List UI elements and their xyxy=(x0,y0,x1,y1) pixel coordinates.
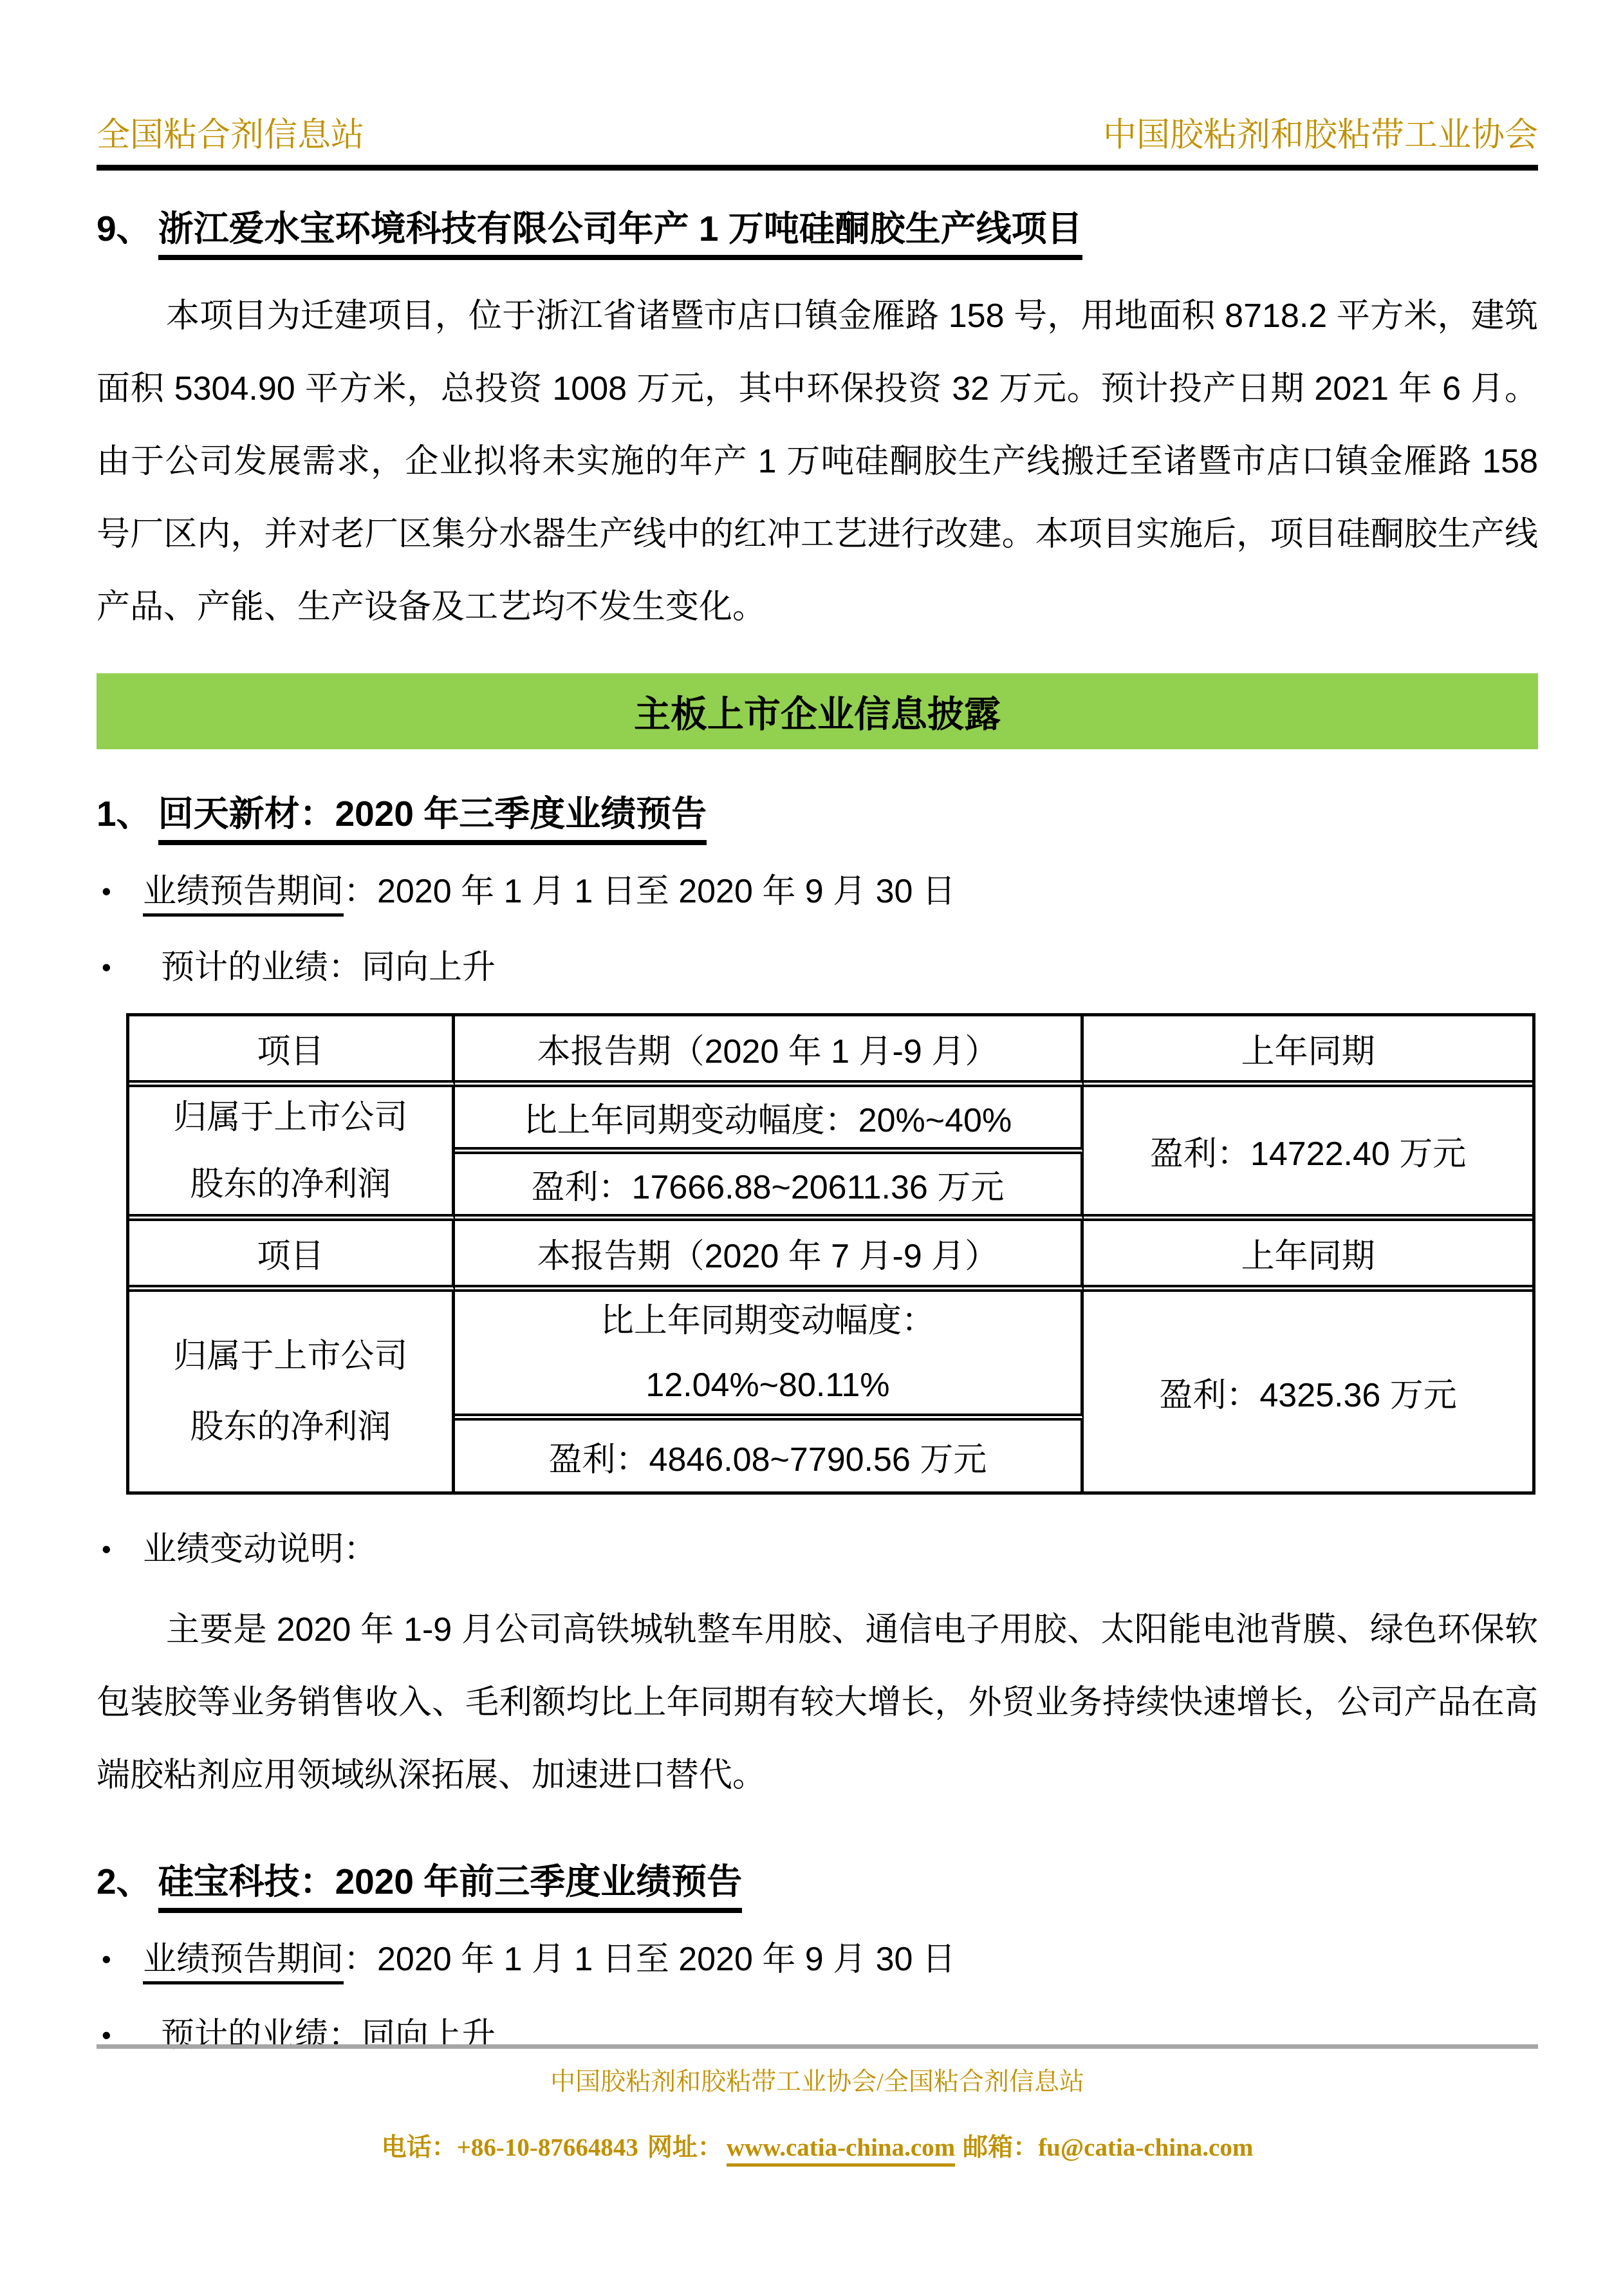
section9-title: 浙江爱水宝环境科技有限公司年产 1 万吨硅酮胶生产线项目 xyxy=(158,209,1082,260)
page-header xyxy=(97,116,1538,171)
bullet-dot: • xyxy=(102,1534,111,1564)
table-change-cell: 比上年同期变动幅度：20%~40% xyxy=(455,1087,1084,1154)
forecast-period-value: ：2020 年 1 月 1 日至 2020 年 9 月 30 日 xyxy=(344,873,956,910)
table-item-cell xyxy=(129,1087,455,1221)
note-bullet xyxy=(97,1528,1538,1571)
header-right-title: 中国胶粘剂和胶粘带工业协会 xyxy=(1102,117,1538,154)
table-header-cell: 上年同期 xyxy=(1084,1016,1532,1087)
bullet-text xyxy=(143,1938,956,1981)
forecast-period-label: 业绩预告期间 xyxy=(143,873,344,917)
section-banner xyxy=(97,673,1538,749)
note-label: 业绩变动说明： xyxy=(143,1531,378,1568)
company2-title: 硅宝科技：2020 年前三季度业绩预告 xyxy=(158,1862,743,1913)
section9-paragraph: 本项目为迁建项目，位于浙江省诸暨市店口镇金雁路 158 号，用地面积 8718.2 平方米，建筑面积 5304.90 平方米，总投资 1008 万元，其中环保投资 32 万元。预计投产日期 2021 年 6 月。由于公司发展需求，企业拟将未实施的年产 1 万吨硅酮胶生产线搬迁至诸暨市店口镇金雁路 158 号厂区内，并对老厂区集分水器生产线中的红冲工艺进行改建。本项目实施后，项目硅酮胶生产线产品、产能、生产设备及工艺均不发生变化。 xyxy=(97,297,1538,626)
bullet-dot: • xyxy=(102,1944,111,1974)
forecast-period-value: ：2020 年 1 月 1 日至 2020 年 9 月 30 日 xyxy=(344,1941,956,1978)
website-link[interactable]: www.catia-china.com xyxy=(727,2134,955,2167)
company2-bullet-forecast-period xyxy=(97,1938,1538,1981)
table-header-cell: 上年同期 xyxy=(1084,1221,1532,1292)
forecast-period-label: 业绩预告期间 xyxy=(143,1941,344,1984)
page-content xyxy=(97,116,1538,2057)
table-profit-cell: 盈利：4846.08~7790.56 万元 xyxy=(455,1421,1084,1491)
footer-org-line: 中国胶粘剂和胶粘带工业协会/全国粘合剂信息站 xyxy=(550,2068,1084,2096)
section9-number: 9、 xyxy=(97,209,152,248)
table-header-cell: 项目 xyxy=(129,1016,455,1087)
bullet-dot: • xyxy=(102,2020,111,2050)
company2-heading xyxy=(97,1858,1538,1905)
change-line: 比上年同期变动幅度： xyxy=(600,1302,935,1339)
company1-number: 1、 xyxy=(97,794,152,834)
bullet-dot: • xyxy=(102,952,111,982)
email-label: 邮箱： xyxy=(963,2134,1039,2161)
footer-contact-line xyxy=(97,2127,1538,2163)
header-left-title: 全国粘合剂信息站 xyxy=(97,117,365,154)
item-lines xyxy=(173,1084,407,1218)
phone-label: 电话： xyxy=(381,2134,457,2161)
change-line: 12.04%~80.11% xyxy=(645,1366,890,1404)
email-address: fu@catia-china.com xyxy=(1038,2134,1254,2161)
bullet-dot: • xyxy=(102,876,111,906)
phone-number: +86-10-87664843 xyxy=(456,2134,638,2161)
company1-bullet-expected-result xyxy=(97,946,1538,989)
page-footer xyxy=(97,2044,1538,2163)
company1-heading xyxy=(97,790,1538,837)
company1-bullet-forecast-period xyxy=(97,870,1538,913)
item-line: 归属于上市公司 xyxy=(173,1338,408,1375)
table-profit-cell: 盈利：17666.88~20611.36 万元 xyxy=(455,1154,1084,1221)
note-paragraph: 主要是 2020 年 1-9 月公司高铁城轨整车用胶、通信电子用胶、太阳能电池背膜、绿色环保软包装胶等业务销售收入、毛利额均比上年同期有较大增长，外贸业务持续快速增长，公司产品在高端胶粘剂应用领域纵深拓展、加速进口替代。 xyxy=(97,1611,1538,1794)
section-banner-label: 主板上市企业信息披露 xyxy=(634,694,1001,735)
item-line: 股东的净利润 xyxy=(190,1408,391,1446)
item-line: 归属于上市公司 xyxy=(173,1098,408,1136)
results-table xyxy=(126,1013,1535,1495)
table-header-cell: 项目 xyxy=(129,1221,455,1292)
section9-heading xyxy=(97,205,1538,252)
table-change-cell xyxy=(455,1292,1084,1421)
item-lines xyxy=(173,1321,407,1462)
company2-number: 2、 xyxy=(97,1862,152,1901)
change-lines xyxy=(600,1289,935,1417)
table-header-cell: 本报告期（2020 年 7 月-9 月） xyxy=(455,1221,1084,1292)
table-prev-cell: 盈利：4325.36 万元 xyxy=(1159,1376,1457,1414)
website-label: 网址： xyxy=(647,2134,723,2161)
bullet-text: 预计的业绩：同向上升 xyxy=(161,949,496,986)
table-header-cell: 本报告期（2020 年 1 月-9 月） xyxy=(455,1016,1084,1087)
item-line: 股东的净利润 xyxy=(190,1165,391,1203)
bullet-text xyxy=(143,870,956,913)
company1-title: 回天新材：2020 年三季度业绩预告 xyxy=(158,794,707,845)
table-item-cell xyxy=(129,1292,455,1491)
table-prev-cell: 盈利：14722.40 万元 xyxy=(1084,1087,1532,1221)
bullet-text: 预计的业绩：同向上升 xyxy=(161,2017,496,2054)
